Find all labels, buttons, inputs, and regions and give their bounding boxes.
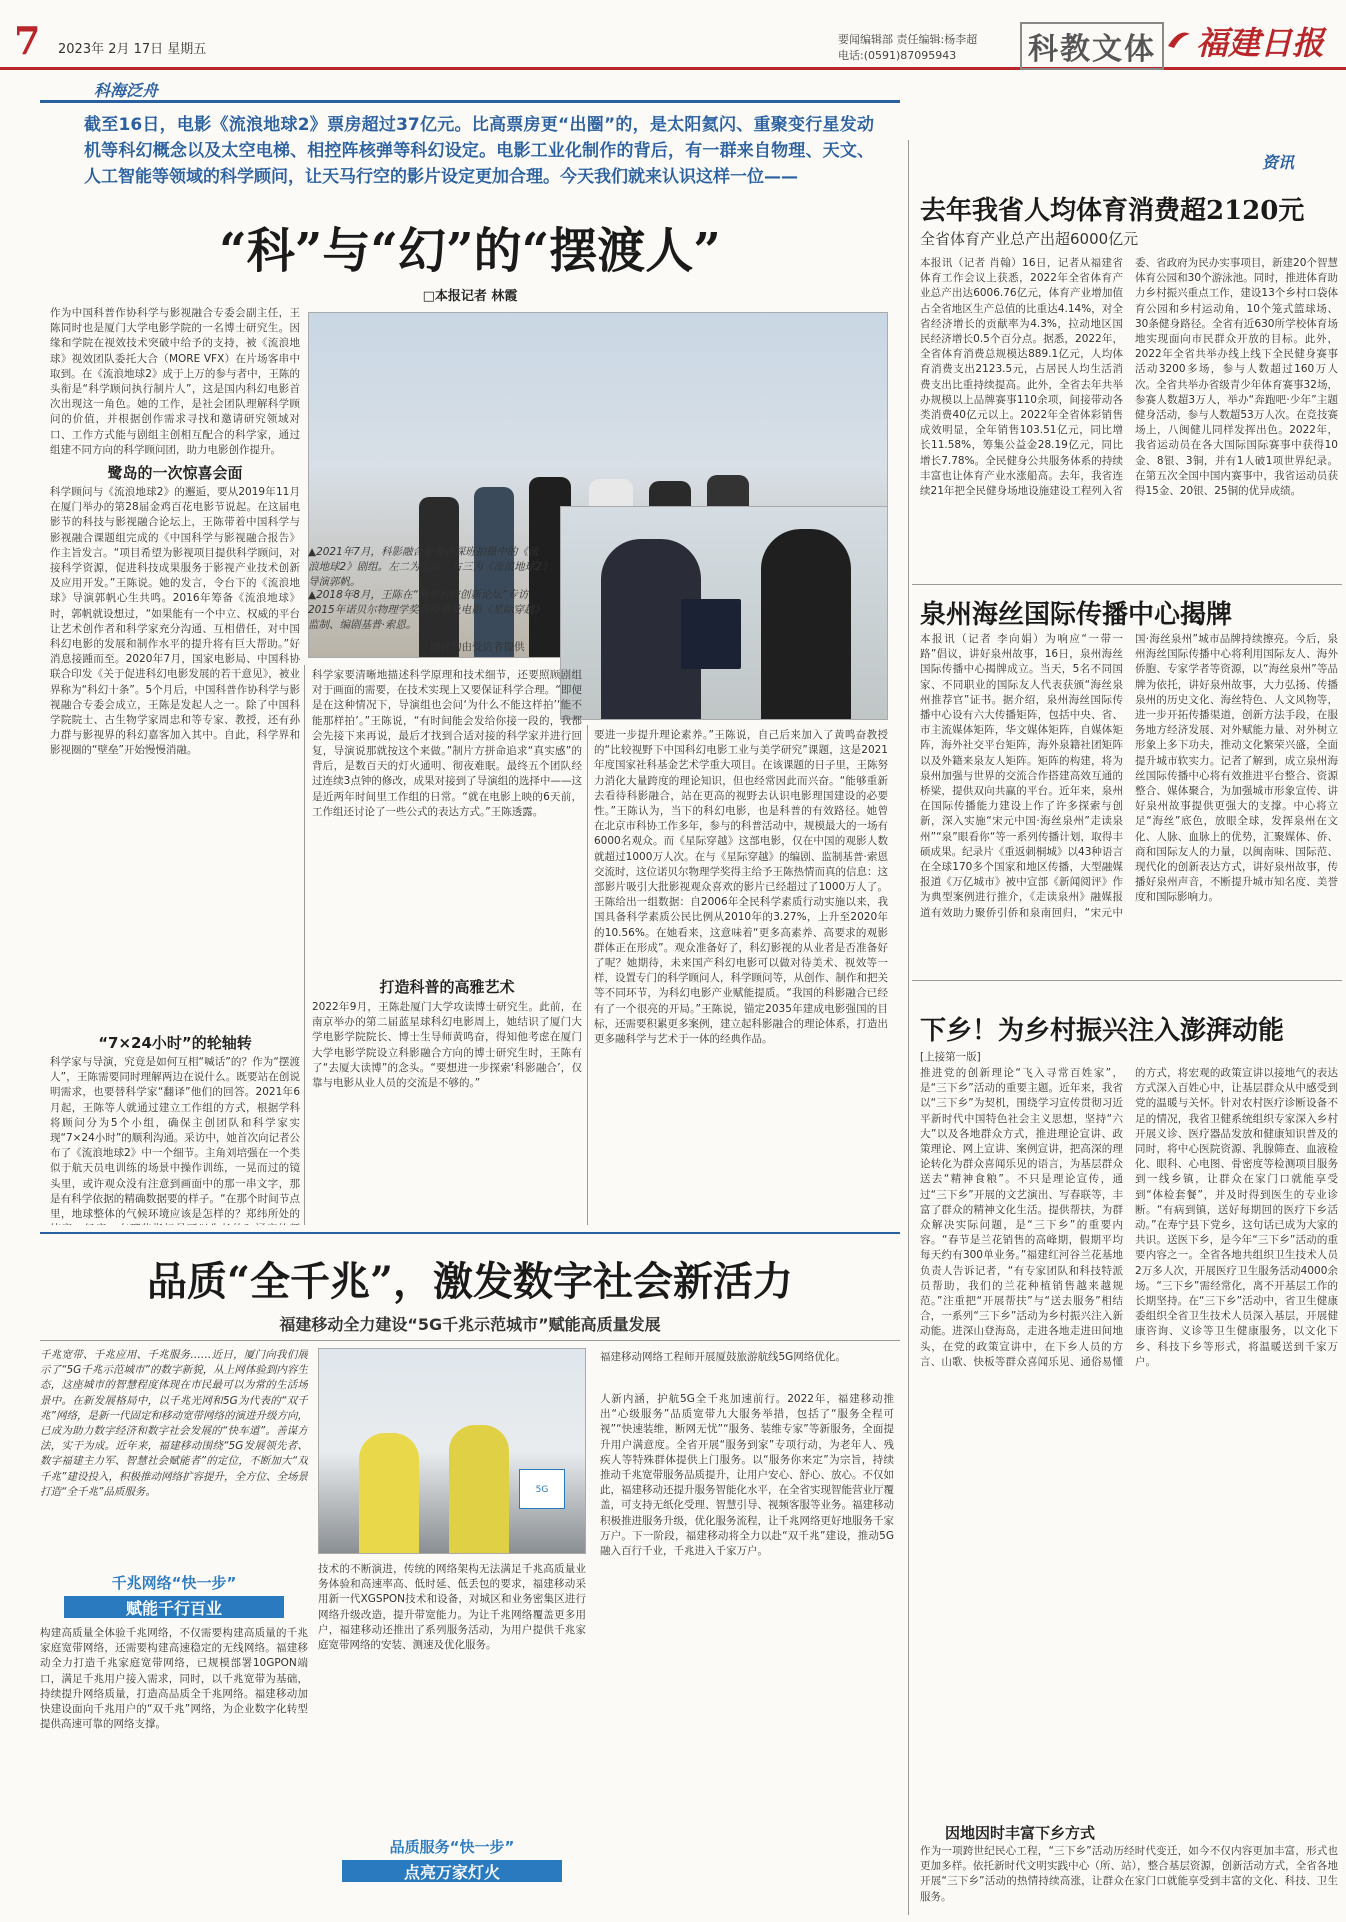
rural-continued: [上接第一版] (920, 1051, 981, 1063)
photo-interview (560, 506, 888, 720)
5g-sign-icon: 5G (519, 1469, 565, 1509)
brief-text: 本报讯（记者 肖翰）16日，记者从福建省体育工作会议上获悉，2022年全省体育产业总产出达6006.76亿元，体育产业增加值占全省地区生产总值的比重达4.14%，对全省经济增长的贡献率为4.3%，拉动地区国民经济增长0.5个百分点。据悉，2022年，全省体育消费总规模达889.1亿元，人均体育消费支出2123.5元，占居民人均生活消费支出比重持续提高。此外，全省去年共举办规模以上品牌赛事110余项，间接带动各类消费40亿元以上。2022年全省体彩销售成效明显，全年销售103.51亿元，同比增长11.58%，筹集公益金28.19亿元，同比增长7.78%。全民健身公共服务体系的持续丰富也让体育产业水涨船高。去年，我省连续21年把全民健身场地设施建设工程列入省委、省政府为民办实事项目，新建20个智慧体育公园和30个游泳池。同时，推进体育助力乡村振兴重点工作，建设13个乡村口袋体育公园和乡村运动角，10个笼式篮球场、30条健身路径。全省有近630所学校体育场地实现面向市民群众开放的目标。此外，2022年全省共举办线上线下全民健身赛事活动3200多场，参与人数超过160万人次。全省共举办省级青少年体育赛事32场，参赛人数超3万人，举办“奔跑吧·少年”主题健身活动，参与人数超53万人次。在竞技赛场上，八闽健儿同样发挥出色。2022年，我省运动员在各大国际国际赛事中获得10金、8银、3铜，并有1人破1项世界纪录。在第五次全国中国内赛事中，我省运动员获得15金、20银、25铜的优异成绩。 (920, 257, 1338, 498)
column-tag-label: 科海泛舟 (94, 81, 159, 100)
issue-date: 2023年 2月 17日 星期五 (58, 42, 207, 57)
main-right-text: 要进一步提升理论素养。”王陈说，自己后来加入了黄鸣奋教授的“比较视野下中国科幻电影工业与美学研究”课题，这是2021年度国家社科基金艺术学重大项目。在该课题的日子里，王陈努力消化大量跨度的理论知识，但也经常因此而兴奋。“能够重新去看待科影融合，站在更高的视野去认识电影理国建设的必要性。”王陈认为，当下的科幻电影，也是科普的有效路径。她曾在北京市科协工作多年，参与的科普活动中，规模最大的一场有6000名观众。而《星际穿越》这部电影，仅在中国的观影人数就超过1000万人次。在与《星际穿越》的编剧、监制基普·索恩交流时，这位诺贝尔物理学奖得主给予王陈热情而真的信息：这部影片吸引大批影视观众喜欢的影片已经超过了1000万人了。王陈给出一组数据：自2006年全民科学素质行动实施以来，我国具备科学素质公民比例从2010年的3.27%，上升至2020年的10.56%。在她看来，这意味着“更多高素养、高要求的观影群体正在形成”。观众准备好了，科幻影视的从业者是否准备好了呢？她期待，未来国产科幻电影可以做对待美术、视效等一样，设置专门的科学顾问人，科学顾问等，从创作、制作和把关等不同环节，为科幻电影产业赋能提质。“我国的科影融合已经有了一个很亮的开局。”王陈说，锚定2035年建成电影强国的目标，还需要积累更多案例，建立起科影融合的理论体系，打造出更多融科学与艺术于一体的经典作品。 (594, 729, 888, 1046)
brief-headline: 去年我省人均体育消费超2120元 (920, 196, 1305, 226)
editors-info (838, 32, 977, 64)
photo-network-engineers (318, 1348, 586, 1554)
mobile-mid-text: 技术的不断演进，传统的网络架构无法满足千兆高质量业务体验和高速率高、低时延、低丢包的要求，福建移动采用新一代XGSPON技术和设备，对城区和业务密集区进行网络升级改造，提升带宽能力。为让千兆网络覆盖更多用户，福建移动还推出了系列服务活动，为用户提供千兆家庭宽带网络的安装、测速及优化服务。 (318, 1563, 586, 1652)
page-column-rule (908, 140, 909, 1915)
section-divider (912, 584, 1342, 585)
mobile-section1-title: 千兆网络“快一步” (111, 1574, 237, 1592)
main-article-headline: “科”与“幻”的“摆渡人” (219, 223, 721, 279)
mobile-intro: 千兆宽带、千兆应用、千兆服务……近日，厦门向我们展示了“5G千兆示范城市”的数字新貌，从上网体验到内容生态，这座城市的智慧程度体现在市民最可以为常的生活场景中。在新发展格局中，以千兆光网和5G为代表的“双千兆”网络，是新一代固定和移动宽带网络的演进升级方向，已成为助力数字经济和数字社会发展的“快车道”。善谋方法，实干为成。近年来，福建移动围绕“5G发展领先者、数字福建主力军、智慧社会赋能者”的定位，不断加大“双千兆”建设投入，积极推动网络扩容提升，全方位、全场景打造“全千兆”品质服务。 (40, 1349, 308, 1498)
section3-text: 2022年9月，王陈赴厦门大学攻读博士研究生。此前，在南京举办的第二届蓝星球科幻电影周上，她结识了厦门大学电影学院院长、博士生导师黄鸣奋，得知他考虑在厦门大学电影学院设立科影融合方向的博士研究生时，王陈有了“去厦大读博”的念头。“要想进一步探索‘科影融合’，仅靠与电影从业人员的交流是不够的。” (312, 1001, 582, 1090)
section1-title: 鹭岛的一次惊喜会面 (107, 464, 243, 482)
column-rule (587, 725, 588, 1225)
mobile-mid-section-title: 品质服务“快一步” (389, 1838, 515, 1856)
quanzhou-headline: 泉州海丝国际传播中心揭牌 (920, 600, 1233, 630)
section-divider (40, 1340, 900, 1341)
section-divider (912, 980, 1342, 981)
section-name: 科教文体 (1020, 22, 1164, 70)
masthead (0, 0, 1346, 70)
brief-subtitle: 全省体育产业总产出超6000亿元 (920, 230, 1139, 248)
mobile-right-text: 人新内涵，护航5G全千兆加速前行。2022年，福建移动推出“心级服务”品质宽带九大服务举措，包括了“服务全程可视”“快速装维，断网无忧”“服务、装维专家”等新服务，全面提升用户满意度。全省开展“服务到家”专项行动，为老年人、残疾人等特殊群体提供上门服务。以“服务你来定”为宗旨，持续推动千兆宽带服务品质提升，让用户安心、舒心、放心。不仅如此，福建移动还提升服务智能化水平，在全省实现智能营业厅覆盖，可支持无纸化受理、智慧引导、视频客服等业务。福建移动积极推进服务升级，优化服务流程，让千兆网络更好地服务千家万户。下一阶段，福建移动将全力以赴“双千兆”建设，推动5G融入百行千业，千兆进入千家万户。 (600, 1393, 894, 1558)
section3-title: 打造科普的高雅艺术 (379, 978, 515, 996)
main-article-lead: 截至16日，电影《流浪地球2》票房超过37亿元。比高票房更“出圈”的，是太阳氦闪、重聚变行星发动机等科幻概念以及太空电梯、相控阵核弹等科幻设定。电影工业化制作的背后，有一群来自物理、天文、人工智能等领域的科学顾问，让天马行空的影片设定更加合理。今天我们就来认识这样一位—— (84, 115, 874, 187)
mobile-section1-text: 构建高质量全体验千兆网络，不仅需要构建高质量的千兆家庭宽带网络，还需要构建高速稳定的无线网络。福建移动全力打造千兆家庭宽带网络，已规模部署10GPON端口，满足千兆用户接入需求，同时，以千兆宽带为基础，持续提升网络质量，打造高品质全千兆网络。福建移动加快建设面向千兆用户的“双千兆”网络，为企业数字化转型提供高速可靠的网络支撑。 (40, 1627, 308, 1731)
newspaper-logo-icon (1166, 26, 1192, 52)
intro-paragraph: 作为中国科普作协科学与影视融合专委会副主任，王陈同时也是厦门大学电影学院的一名博士研究生。因缘和学院在视效技术突破中给予的支持，被《流浪地球》视效团队委托大合（MORE VFX）在片场客串中取到。在《流浪地球2》成于上万的参与者中，王陈的头衔是“科学顾问执行制片人”，这是国内科幻电影首次出现这一角色。她的工作，是社会团队理解科学顾问的价值，并根据创作需求寻找和邀请研究领域对口、工作方式能与剧组主创相互配合的科学家，通过组建不同方向的科学顾问团，助力电影创作提升。 (50, 307, 300, 456)
mobile-subtitle: 福建移动全力建设“5G千兆示范城市”赋能高质量发展 (279, 1315, 661, 1334)
section1-text: 科学顾问与《流浪地球2》的邂逅，要从2019年11月在厦门举办的第28届金鸡百花电影节说起。在这届电影节的科技与影视融合论坛上，王陈带着中国科学与影视融合课题组完成的《中国科学与影视融合报告》作主旨发言。“项目希望为影视项目提供科学顾问，对接科学资源，促进科技成果服务于影视产业技术创新及应用开发。”王陈说。她的发言，令台下的《流浪地球》导演郭帆心生共鸣。2016年筹备《流浪地球》时，郭帆就设想过，“如果能有一个中立、权威的平台让艺术创作者和科学家充分沟通、互相借任，对中国科幻电影的发展和制作水平的提升将有巨大帮助。”好消息接踵而至。2020年7月，国家电影局、中国科协联合印发《关于促进科幻电影发展的若干意见》，被业界称为“科幻十条”。5个月后，中国科普作协科学与影视融合专委会成立，王陈是发起人之一。除了中国科学院院士、古生物学家周忠和等专家、教授，还有孙力群与影视界的科幻嘉客加入其中。自此，科学界和影视圈的“壁垒”开始慢慢消融。 (50, 486, 300, 757)
column-divider (40, 100, 900, 103)
mobile-headline: 品质“全千兆”，激发数字社会新活力 (146, 1258, 793, 1305)
byline: □本报记者 林霞 (422, 289, 518, 304)
photo2-caption: ▲2018年8月，王陈在“世界科技创新论坛”专访2015年诺贝尔物理学奖获得者及电影《星际穿越》监制、编剧基普·索恩。 (308, 589, 545, 631)
rural-text: 推进党的创新理论“飞入寻常百姓家”，是“三下乡”活动的重要主题。近年来，我省以“三下乡”为契机，围绕学习宣传贯彻习近平新时代中国特色社会主义思想，坚持“六大”以及各地群众方式，推进理论宣讲、政策理论、网上宣讲、案例宣讲，把高深的理论转化为群众喜闻乐见的语言，为基层群众送去“精神食粮”。不只是理论宣传，通过“三下乡”开展的文艺演出、写春联等，丰富了群众的精神文化生活。提供帮扶，为群众解决实际问题，是“三下乡”的重要内容。“春节是兰花销售的高峰期，假期平均每天约有300单业务。”福建红河谷兰花基地负责人告诉记者，“有专家团队和科技特派员帮助，我们的兰花种植销售越来越规范。”注重把“开展帮扶”与“送去服务”相结合，一系列“三下乡”活动为乡村振兴注入新动能。进深山登海岛，走进各地走进田间地头，在党的政策宣讲中，在下乡人员的方言、山歌、快板等群众喜闻乐见、通俗易懂的方式，将宏观的政策宣讲以接地气的表达方式深入百姓心中，让基层群众从中感受到党的温暖与关怀。针对农村医疗诊断设备不足的情况，我省卫健系统组织专家深入乡村开展义诊、医疗器品发放和健康知识普及的同时，将中心医院资源、乳腺筛查、血液检化、眼科、心电图、骨密度等检测项目服务到一线乡镇，让群众在家门口就能享受到“体检套餐”，并及时得到医生的专业诊断。“有病到镇，送好每期回的医疗下乡活动。”在寿宁县下党乡，这句话已成为大家的共识。送医下乡，是今年“三下乡”活动的重要内容之一。全省各地共组织卫生技术人员2万多人次，开展医疗卫生服务活动4000余场。“三下乡”需经常化，离不开基层工作的长期坚持。在“三下乡”活动中，省卫生健康委组织全省卫生技术人员深入基层，开展健康咨询、义诊等卫生健康服务，以文化下乡、科技下乡等形式，将温暖送到千家万户。 (920, 1067, 1338, 1368)
mid-left-text: 科学家要清晰地描述科学原理和技术细节，还要照顾剧组对于画面的需要，在技术实现上又要保证科学合理。“即便是在这种情况下，导演组也会问‘为什么不能这样拍’‘能不能那样拍’。”王陈说，“有时间能会发给你接一段的，我都会先接下来再说，最后才找到合适对接的科学家并进行回复，导演说那就按这个来做。”制片方拼命追求“真实感”的背后，是数百天的灯火通明、彻夜难眠。最终五个团队经过连续3点钟的修改，成果对接到了导演组的选择中——这是近两年时间里工作组的日常。“就在电影上映的6天前，工作组还讨论了一些公式的表达方式。”王陈透露。 (312, 669, 582, 818)
rural-headline: 下乡！为乡村振兴注入澎湃动能 (920, 1016, 1285, 1046)
rural-section-title: 因地因时丰富下乡方式 (944, 1824, 1095, 1842)
mobile-photo-caption: 福建移动网络工程师开展厦鼓旅游航线5G网络优化。 (600, 1351, 846, 1363)
mobile-mid-section-banner: 点亮万家灯火 (342, 1860, 562, 1882)
brief-tag-label: 资讯 (1262, 153, 1295, 172)
column-rule (304, 665, 305, 1225)
page-number: 7 (14, 18, 41, 63)
editors-line: 要闻编辑部 责任编辑:杨李超 (838, 33, 978, 46)
photo1-caption: ▲2021年7月，科影融合专委会探班拍摄中的《流浪地球2》剧组。左二为王陈，右三为《流浪地球2》导演郭帆。 (308, 546, 548, 588)
section-divider (40, 1232, 900, 1234)
phone-line: 电话:(0591)87095943 (838, 49, 957, 62)
newspaper-name: 福建日报 (1196, 24, 1325, 62)
main-column-tag (94, 78, 158, 101)
section2-text: 科学家与导演，究竟是如何互相“喊话”的？作为“摆渡人”，王陈需要同时理解两边在说什么。既要站在创说明需求，也要替科学家“翻译”他们的回答。2021年6月起，王陈等人就通过建立工作组的方式，根据学科将顾问分为5个小组，确保主创团队和科学家实现“7×24小时”的顺利沟通。采访中，她首次向记者公布了《流浪地球2》中一个细节。主角刘培强在一个类似于航天员电训练的场景中操作训练，一晃而过的镜头里，或许观众没有注意到画面中的那一串文字，那是有科学依据的精确数据要的样子。“在那个时间节点里，地球整体的气候环境应该是怎样的？郑纬所处的 (50, 1056, 300, 1221)
quanzhou-text: 本报讯（记者 李向娟）为响应“一带一路”倡议，讲好泉州故事，16日，泉州海丝国际传播中心揭牌成立。当天，5名不同国家、不同职业的国际友人代表获颁“海丝泉州推荐官”证书。据介绍，泉州海丝国际传播中心设有六大传播矩阵，包括中央、省、市主流媒体矩阵，华文媒体矩阵，自媒体矩阵，海外社交平台矩阵，海外泉籍社团矩阵以及外籍来泉友人矩阵。矩阵的构建，将为泉州加强与世界的交流合作搭建高效互通的桥梁，提供双向共赢的平台。近年来，泉州在国际传播能力建设上作了许多探索与创新，深入实施“宋元中国·海丝泉州”走读泉州”“泉”眼看你“等一系列传播计划，取得丰硕成果。纪录片《重返刺桐城》以43种语言在全球170多个国家和地区传播，大型融媒报道《万亿城市》被中宣部《新闻阅评》作为典型案例进行推介，《走读泉州》融媒报道有效助力聚侨引侨和泉南回归，“宋元中国·海丝泉州”城市品牌持续擦亮。今后，泉州海丝国际传播中心将利用国际友人、海外侨胞、专家学者等资源，以“海丝泉州”等品牌为依托，讲好泉州故事，大力弘扬、传播泉州的历史文化、海丝特色、人文风物等，进一步开拓传播渠道，创新方法手段，在服务地方经济发展、对外赋能力量、对外树立形象上多下功夫，推动文化繁荣兴盛，全面提升城市软实力。记者了解到，成立泉州海丝国际传播中心将有效推进平台整合、资源整合、媒体聚合，为加强城市形象宣传、讲好泉州故事提供更强大的支撑。中心将立足“海丝”底色，放眼全球，发挥泉州在文化、人脉、血脉上的优势，汇聚媒体、侨、商和国际友人的力量，以闽南味、国际范、现代化的创新表达方式，讲好泉州故事，传播好泉州声音，不断提升城市知名度、美誉度和国际影响力。 (920, 633, 1338, 919)
mobile-section1-banner: 赋能千行百业 (64, 1596, 284, 1618)
brief-column-tag (1262, 150, 1294, 173)
rural-section-text: 作为一项跨世纪民心工程，“三下乡”活动历经时代变迁，如今不仅内容更加丰富，形式也更加多样。依托新时代文明实践中心（所、站），整合基层资源，创新活动方式，全省各地开展“三下乡”活动的热情持续高涨，让群众在家门口就能享受到丰富的文化、科技、卫生服务。 (920, 1845, 1338, 1903)
section2-title: “7×24小时”的轮轴转 (98, 1034, 252, 1052)
photo-credit: 图片均由受访者提供 (430, 641, 525, 653)
